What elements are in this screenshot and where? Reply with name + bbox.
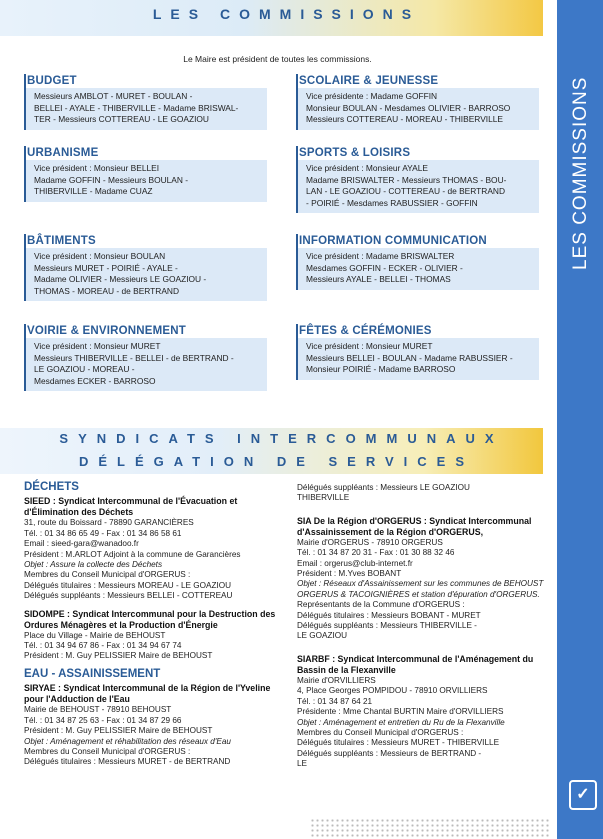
member-line: Vice président : Monsieur AYALE [306,163,428,173]
info-line: Délégués suppléants : Messieurs BELLEI - COTTEREAU [24,591,233,601]
commission-scolaire [296,74,539,130]
syndicat-title: SIRYAE : Syndicat Intercommunal de la Région de l'Yveline pour l'Adduction de l'Eau [24,683,271,705]
info-line: LE GOAZIOU [297,631,348,641]
member-line: Monsieur POIRIÉ - Madame BARROSO [306,364,456,374]
commission-members [24,160,267,202]
member-line: Vice président : Monsieur BOULAN [34,251,166,261]
info-line: Délégués suppléants : Messieurs THIBERVILLE - [297,621,477,631]
commission-information [296,234,539,290]
info-line: Tél. : 01 34 86 65 49 - Fax : 01 34 86 58 61 [24,528,182,538]
info-line: Mairie d'ORGERUS - 78910 ORGERUS [297,537,443,547]
syndicats-banner [0,428,543,474]
commission-title: URBANISME [24,146,267,160]
syndicats-title: SYNDICATS INTERCOMMUNAUX [59,431,504,446]
member-line: Messieurs AMBLOT - MURET - BOULAN - [34,91,193,101]
info-line: Mairie de BEHOUST - 78910 BEHOUST [24,705,172,715]
member-line: - POIRIÉ - Mesdames RABUSSIER - GOFFIN [306,197,478,208]
member-line: TER - Messieurs COTTEREAU - LE GOAZIOU [34,114,209,124]
info-line: Email : sieed-gara@wanadoo.fr [24,539,139,549]
member-line: Messieurs AYALE - BELLEI - THOMAS [306,274,451,284]
member-line: Messieurs THIBERVILLE - BELLEI - de BERTRAND - [34,352,234,363]
syndicat-title: SIEED : Syndicat Intercommunal de l'Évacuation et d'Élimination des Déchets [24,496,238,518]
commission-title: SPORTS & LOISIRS [296,146,539,160]
commission-title: BÂTIMENTS [24,234,267,248]
info-line: Délégués suppléants : Messieurs LE GOAZIOU [297,483,470,492]
member-line: Vice président : Monsieur MURET [306,341,433,351]
syndicat-sieed [24,496,286,601]
member-line: Messieurs MURET - POIRIÉ - AYALE - [34,262,178,273]
member-line: BELLEI - AYALE - THIBERVILLE - Madame BRISWAL- [34,102,239,113]
info-line: Email : orgerus@club-internet.fr [297,558,413,568]
top-banner [0,0,543,36]
info-line: Tél. : 01 34 87 64 21 [297,696,373,706]
commission-budget [24,74,267,130]
syndicat-title: SIA De la Région d'ORGERUS : Syndicat Intercommunal d'Assainissement de la Région d'ORGERUS, [297,515,532,537]
dotted-pattern [310,818,550,838]
info-line: Place du Village - Mairie de BEHOUST [24,630,166,640]
member-line: Madame OLIVIER - Messieurs LE GOAZIOU - [34,274,207,284]
side-title: LES COMMISSIONS [570,76,591,270]
commission-members [296,160,539,213]
commission-fetes [296,324,539,380]
commission-title: BUDGET [24,74,267,88]
member-line: Vice présidente : Madame GOFFIN [306,91,438,101]
commission-title: VOIRIE & ENVIRONNEMENT [24,324,267,338]
member-line: Madame BRISWALTER - Messieurs THOMAS - BOU- [306,174,507,185]
info-line: Tél. : 01 34 87 20 31 - Fax : 01 30 88 32 46 [297,548,455,558]
delegation-title: DÉLÉGATION DE SERVICES [78,454,475,469]
objet-line: Objet : Aménagement et réhabilitation des réseaux d'Eau [24,736,231,746]
member-line: LAN - LE GOAZIOU - COTTEREAU - de BERTRAND [306,186,506,196]
commission-title: INFORMATION COMMUNICATION [296,234,539,248]
member-line: Vice président : Monsieur MURET [34,341,161,351]
section-title-dechets: DÉCHETS [24,481,79,493]
syndicat-sidompe [24,609,286,662]
page-title: LES COMMISSIONS [152,6,421,22]
info-line: Délégués titulaires : Messieurs MURET - THIBERVILLE [297,738,500,748]
member-line: Mesdames GOFFIN - ECKER - OLIVIER - [306,262,463,273]
left-column [24,482,286,775]
info-line: Mairie d'ORVILLIERS [297,675,376,685]
info-line: Président : M.ARLOT Adjoint à la commune de Garancières [24,549,241,559]
member-line: THIBERVILLE - Madame CUAZ [34,186,153,196]
info-line: Délégués suppléants : Messieurs de BERTRAND - [297,748,482,758]
member-line: Messieurs COTTEREAU - MOREAU - THIBERVILLE [306,114,504,124]
commission-voirie [24,324,267,391]
commission-urbanisme [24,146,267,202]
commission-title: FÊTES & CÉRÉMONIES [296,324,539,338]
member-line: LE GOAZIOU - MOREAU - [34,364,135,374]
intro-text: Le Maire est président de toutes les commissions. [183,54,372,64]
info-line: Tél. : 01 34 87 25 63 - Fax : 01 34 87 29 66 [24,715,182,725]
syndicat-siarbf [297,654,545,770]
info-line: Président : M. Guy PELISSIER Maire de BEHOUST [24,726,213,736]
objet-line: Objet : Assure la collecte des Déchets [24,560,163,570]
info-line: Membres du Conseil Municipal d'ORGERUS : [24,570,191,580]
member-line: Messieurs BELLEI - BOULAN - Madame RABUSSIER - [306,352,513,363]
commission-sports [296,146,539,213]
info-line: Présidente : Mme Chantal BURTIN Maire d'ORVILLIERS [297,707,504,717]
syndicat-title: SIARBF : Syndicat Intercommunal de l'Aménagement du Bassin de la Flexanville [297,653,534,675]
logo-icon: ✓ [569,780,597,810]
info-line: Président : M.Yves BOBANT [297,569,402,579]
info-line: THIBERVILLE [297,493,350,503]
side-bar [557,0,603,839]
commission-members [24,248,267,301]
objet-line: Objet : Réseaux d'Assainissement sur les communes de BEHOUST ORGERUS & TACOIGNIÈRES et station d'épuration d'ORGERUS. [297,579,544,599]
commission-title: SCOLAIRE & JEUNESSE [296,74,539,88]
info-line: Représentants de la Commune d'ORGERUS : [297,600,465,610]
info-line: Délégués titulaires : Messieurs BOBANT - MURET [297,610,481,620]
member-line: Vice président : Madame BRISWALTER [306,251,455,261]
commission-members [296,248,539,290]
info-line: 31, route du Boissard - 78890 GARANCIÈRES [24,518,194,528]
commission-members [24,88,267,130]
member-line: THOMAS - MOREAU - de BERTRAND [34,285,180,296]
objet-line: Objet : Aménagement et entretien du Ru de la Flexanville [297,717,505,727]
syndicat-sia [297,516,545,642]
member-line: Vice président : Monsieur BELLEI [34,163,160,173]
member-line: Madame GOFFIN - Messieurs BOULAN - [34,174,189,185]
info-line: LE [297,759,308,769]
syndicat-title: SIDOMPE : Syndicat Intercommunal pour la Destruction des Ordures Ménagères et la Production d'Énergie [24,608,276,630]
section-title-eau: EAU - ASSAINISSEMENT [24,667,161,680]
commission-members [296,88,539,130]
commission-batiments [24,234,267,301]
info-line: Tél. : 01 34 94 67 86 - Fax : 01 34 94 67 74 [24,641,182,651]
commission-members [296,338,539,380]
info-line: 4, Place Georges POMPIDOU - 78910 ORVILLIERS [297,686,488,696]
commission-members [24,338,267,391]
right-column [297,483,545,777]
info-line: Membres du Conseil Municipal d'ORGERUS : [24,746,191,756]
member-line: Mesdames ECKER - BARROSO [34,375,156,386]
previous-block-end [297,483,545,504]
info-line: Délégués titulaires : Messieurs MOREAU - LE GOAZIOU [24,580,232,590]
syndicat-siryae [24,683,286,767]
info-line: Membres du Conseil Municipal d'ORGERUS : [297,727,464,737]
info-line: Président : M. Guy PELISSIER Maire de BEHOUST [24,651,213,661]
member-line: Monsieur BOULAN - Mesdames OLIVIER - BARROSO [306,102,511,113]
info-line: Délégués titulaires : Messieurs MURET - de BERTRAND [24,757,231,767]
